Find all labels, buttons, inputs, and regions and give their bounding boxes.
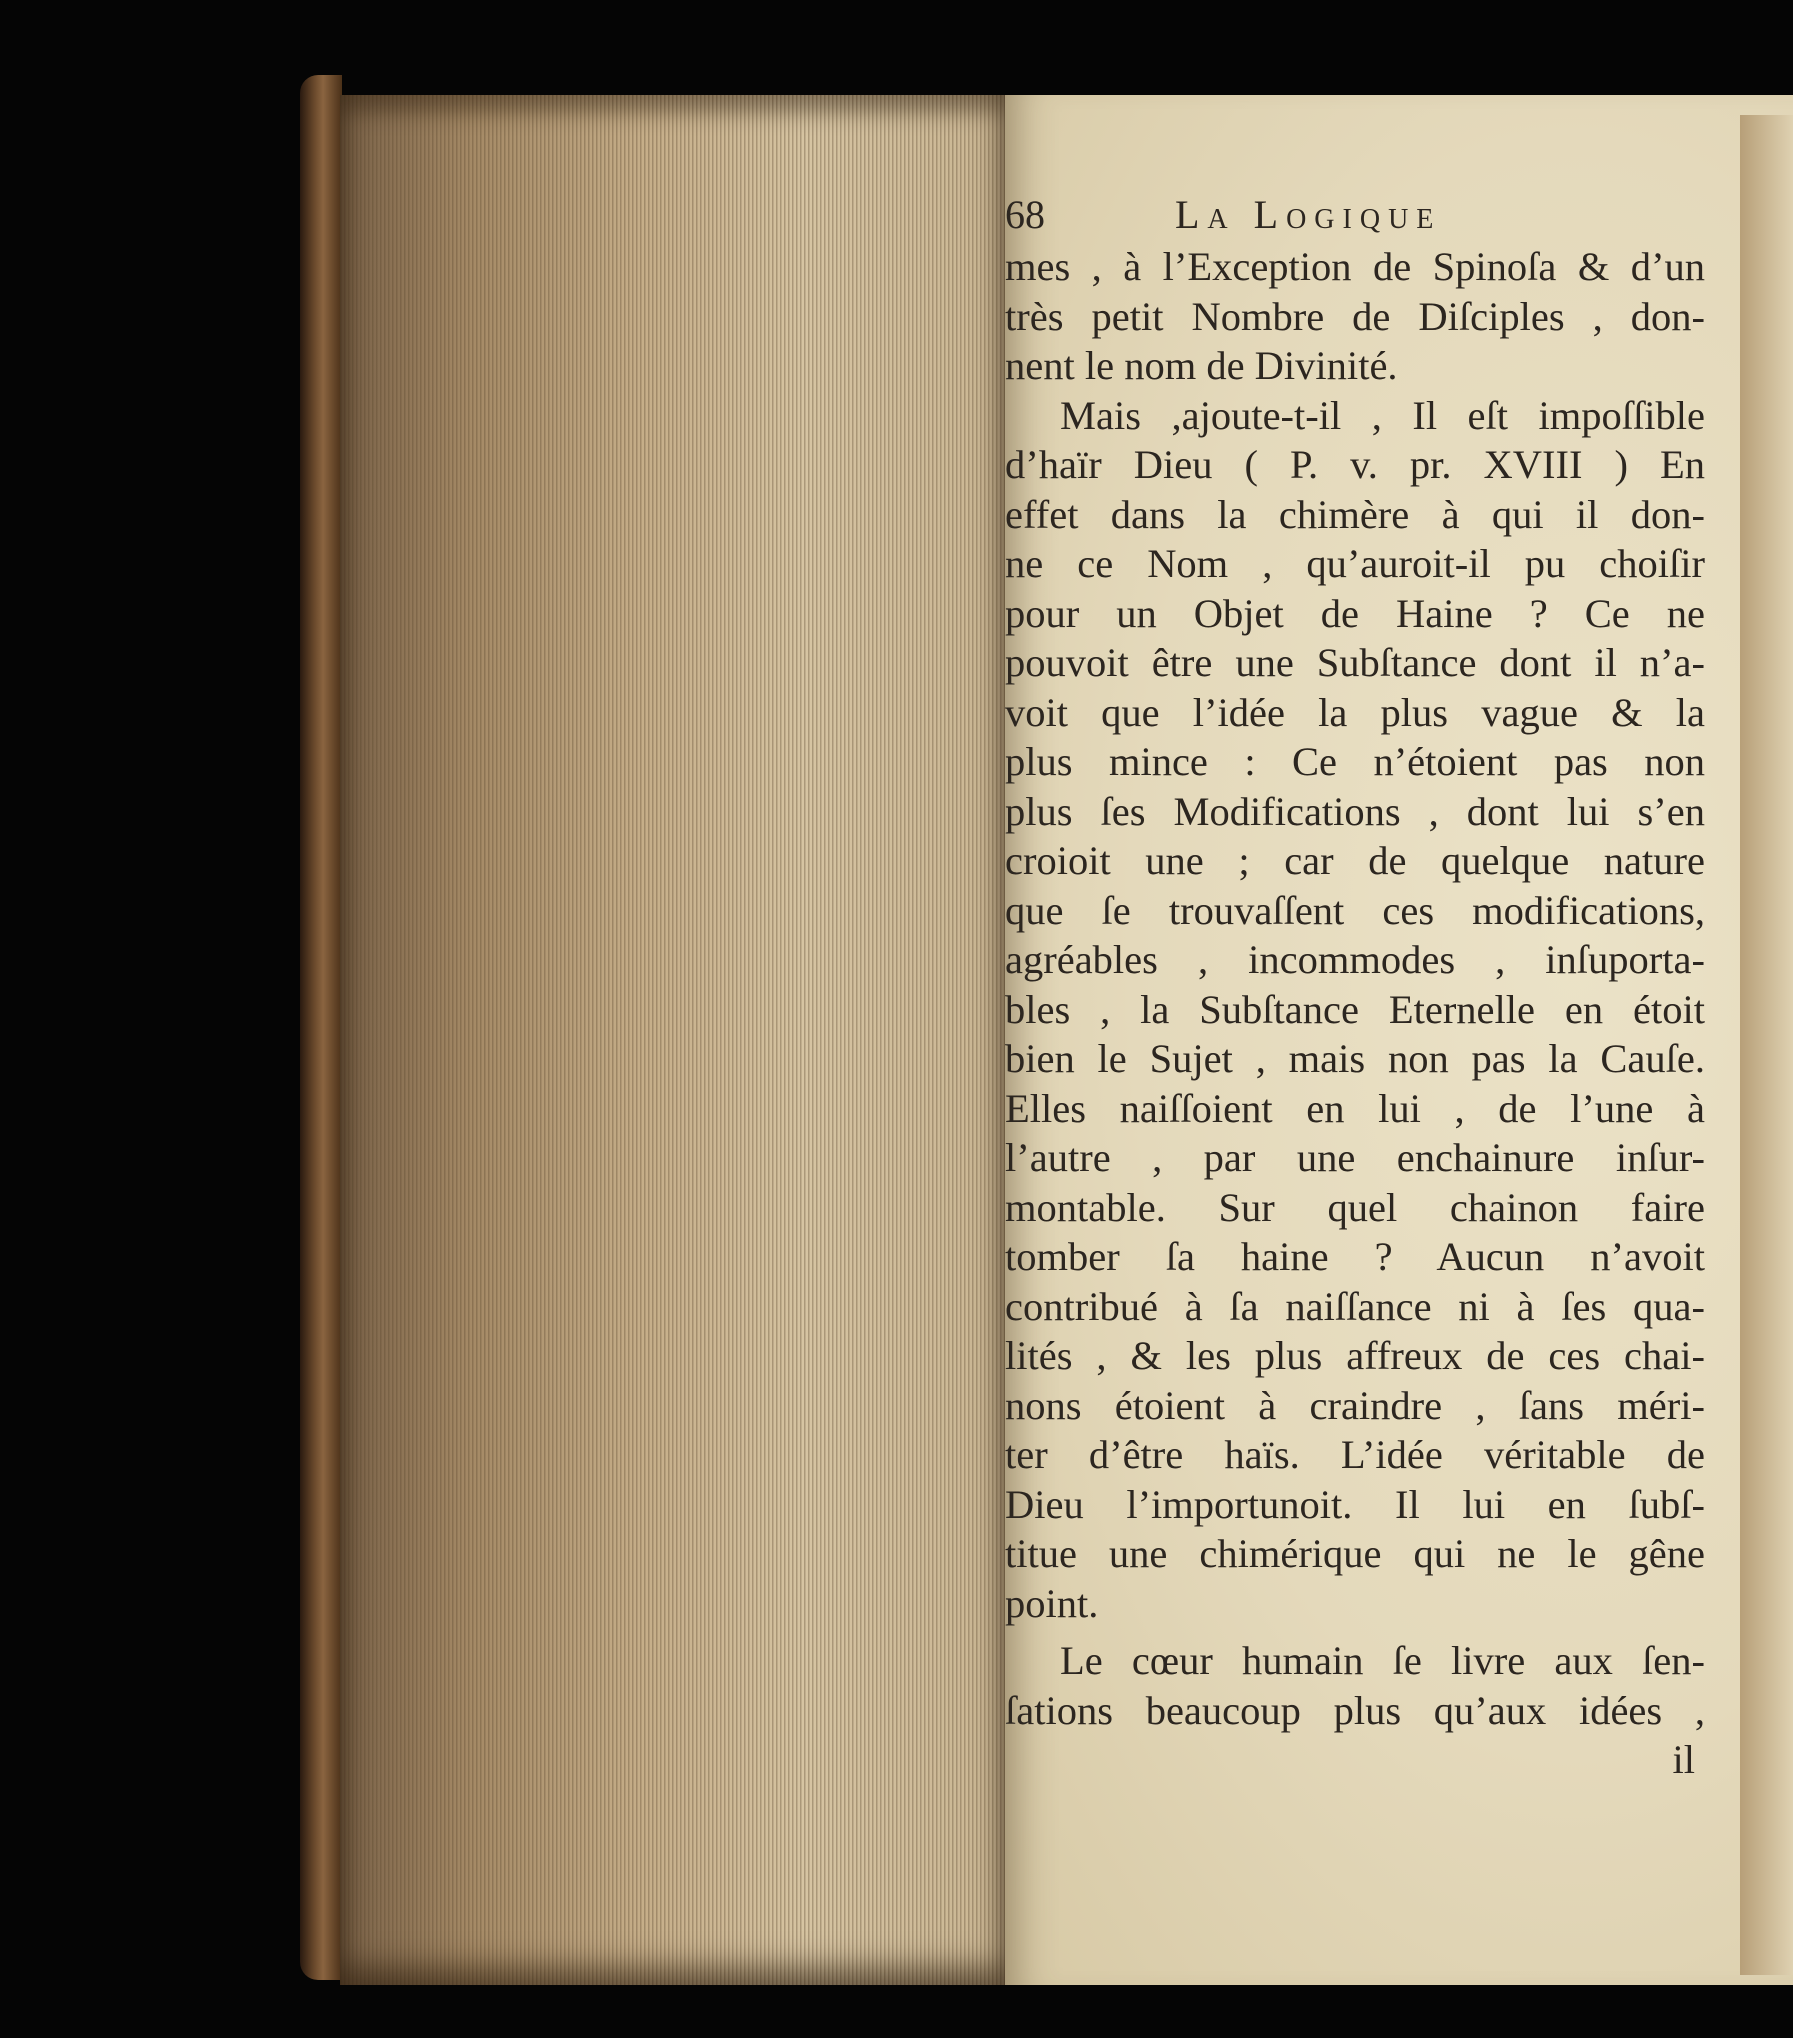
text-line: l’autre , par une enchainure inſur-: [1005, 1135, 1705, 1180]
paragraph-gap: [1005, 1628, 1705, 1636]
text-line: pouvoit être une Subſtance dont il n’a-: [1005, 640, 1705, 685]
text-line: nons étoient à craindre , ſans méri-: [1005, 1382, 1705, 1428]
page-edges: [340, 95, 1005, 1985]
facing-page-edge: [1740, 115, 1793, 1975]
text-line: ter d’être haïs. L’idée véritable de: [1005, 1432, 1705, 1477]
paragraph-start: Le cœur humain ſe livre aux ſen-: [1060, 1638, 1705, 1683]
text-line: plus mince : Ce n’étoient pas non: [1005, 739, 1705, 784]
text-line: plus ſes Modifications , dont lui s’en: [1005, 788, 1705, 834]
text-line: mes , à l’Exception de Spinoſa & d’un: [1005, 244, 1705, 289]
text-line: d’haïr Dieu ( P. v. pr. XVIII ) En: [1005, 442, 1705, 487]
text-line: nent le nom de Divinité.: [1005, 343, 1398, 388]
text-line: ne ce Nom , qu’auroit-il pu choiſir: [1005, 541, 1705, 586]
text-line: effet dans la chimère à qui il don-: [1005, 491, 1705, 537]
text-line: point.: [1005, 1580, 1099, 1626]
text-line: bien le Sujet , mais non pas la Cauſe.: [1005, 1036, 1705, 1081]
page-text: [1005, 190, 1705, 1785]
text-line: titue une chimérique qui ne le gêne: [1005, 1531, 1705, 1576]
page-header: [1005, 190, 1705, 240]
text-line: lités , & les plus affreux de ces chai-: [1005, 1333, 1705, 1378]
running-head: La Logique: [1175, 192, 1442, 237]
text-line: bles , la Subſtance Eternelle en étoit: [1005, 986, 1705, 1032]
text-line: voit que l’idée la plus vague & la: [1005, 689, 1705, 735]
text-line: agréables , incommodes , inſuporta-: [1005, 937, 1705, 982]
paragraph-start: Mais ,ajoute-t-il , Il eſt impoſſible: [1060, 392, 1705, 438]
text-line: que ſe trouvaſſent ces modifications,: [1005, 887, 1705, 933]
text-line: ſations beaucoup plus qu’aux idées ,: [1005, 1687, 1705, 1733]
text-line: contribué à ſa naiſſance ni à ſes qua-: [1005, 1283, 1705, 1329]
text-line: montable. Sur quel chainon faire: [1005, 1184, 1705, 1230]
page-number: 68: [1005, 192, 1045, 237]
text-line: Elles naiſſoient en lui , de l’une à: [1005, 1085, 1705, 1131]
book-spine: [300, 75, 342, 1980]
text-line: très petit Nombre de Diſciples , don-: [1005, 293, 1705, 339]
text-line: tomber ſa haine ? Aucun n’avoit: [1005, 1234, 1705, 1279]
text-line: Dieu l’importunoit. Il lui en ſubſ-: [1005, 1481, 1705, 1527]
text-line: pour un Objet de Haine ? Ce ne: [1005, 590, 1705, 636]
catchword: il: [1672, 1737, 1695, 1782]
text-line: croioit une ; car de quelque nature: [1005, 838, 1705, 883]
